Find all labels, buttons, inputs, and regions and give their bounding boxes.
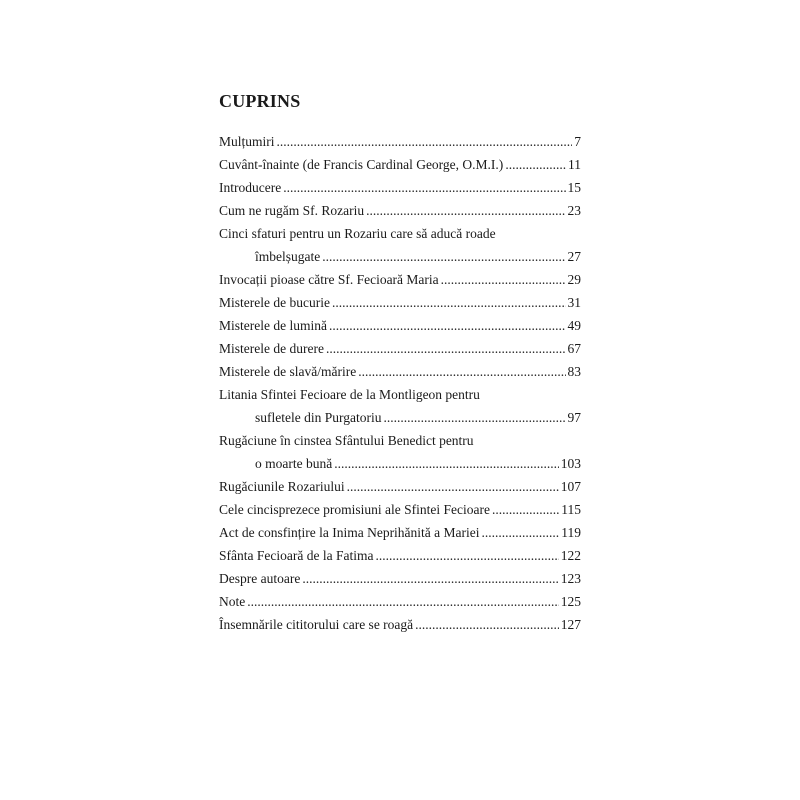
dot-leader <box>334 452 559 475</box>
toc-page-number: 127 <box>560 617 581 632</box>
toc-entry <box>219 314 581 337</box>
toc-entry-line <box>219 383 581 406</box>
toc-entry-title: Cele cincisprezece promisiuni ale Sfintei Fecioare <box>219 502 491 517</box>
toc-entry-title: Mulțumiri <box>219 134 275 149</box>
toc-page-number: 7 <box>574 134 581 149</box>
toc-entry-line <box>219 567 581 590</box>
toc-entry-line <box>219 222 581 245</box>
toc-page-number: 49 <box>567 318 581 333</box>
toc-entry <box>219 291 581 314</box>
toc-entry-continuation <box>219 406 581 429</box>
table-of-contents <box>219 130 581 636</box>
dot-leader <box>302 567 558 590</box>
toc-page-number: 123 <box>560 571 581 586</box>
dot-leader <box>415 613 559 636</box>
toc-entry-title: Sfânta Fecioară de la Fatima <box>219 548 374 563</box>
toc-entry-line <box>219 314 581 337</box>
toc-entry-title: Rugăciune în cinstea Sfântului Benedict pentru <box>219 433 474 448</box>
toc-entry-title: Cinci sfaturi pentru un Rozariu care să aducă roade <box>219 226 496 241</box>
dot-leader <box>492 498 559 521</box>
dot-leader <box>366 199 565 222</box>
toc-entry-title: Despre autoare <box>219 571 301 586</box>
toc-entry <box>219 590 581 613</box>
toc-entry-line <box>219 360 581 383</box>
toc-entry-title: Misterele de lumină <box>219 318 327 333</box>
dot-leader <box>329 314 566 337</box>
toc-entry <box>219 153 581 176</box>
toc-entry-title: Introducere <box>219 180 282 195</box>
dot-leader <box>505 153 566 176</box>
toc-entry-line <box>219 498 581 521</box>
toc-page-number: 125 <box>560 594 581 609</box>
dot-leader <box>482 521 560 544</box>
toc-entry <box>219 337 581 360</box>
toc-entry <box>219 268 581 291</box>
toc-entry-title: Note <box>219 594 246 609</box>
toc-page-number: 122 <box>560 548 581 563</box>
toc-entry-line <box>219 337 581 360</box>
toc-entry-line <box>219 544 581 567</box>
toc-entry-line <box>219 429 581 452</box>
toc-entry-line <box>219 153 581 176</box>
toc-entry-title: Act de consfințire la Inima Neprihănită a Mariei <box>219 525 480 540</box>
toc-page-number: 103 <box>560 456 581 471</box>
toc-entry-title: Cum ne rugăm Sf. Rozariu <box>219 203 365 218</box>
toc-entry <box>219 130 581 153</box>
toc-entry-title: Însemnările cititorului care se roagă <box>219 617 414 632</box>
toc-entry-title: Cuvânt-înainte (de Francis Cardinal George, O.M.I.) <box>219 157 504 172</box>
dot-leader <box>358 360 565 383</box>
dot-leader <box>277 130 573 153</box>
dot-leader <box>326 337 566 360</box>
toc-page-number: 23 <box>567 203 581 218</box>
toc-entry-line <box>219 613 581 636</box>
toc-entry-line <box>219 199 581 222</box>
toc-entry-line <box>219 521 581 544</box>
toc-page-number: 29 <box>567 272 581 287</box>
toc-page-number: 67 <box>567 341 581 356</box>
toc-entry-line <box>219 291 581 314</box>
toc-page-number: 119 <box>561 525 581 540</box>
toc-page-number: 107 <box>560 479 581 494</box>
toc-entry <box>219 521 581 544</box>
toc-page-number: 11 <box>568 157 581 172</box>
toc-entry-line <box>219 130 581 153</box>
toc-entry <box>219 360 581 383</box>
toc-entry <box>219 383 581 429</box>
toc-entry-title: Misterele de slavă/mărire <box>219 364 357 379</box>
dot-leader <box>283 176 565 199</box>
toc-page-number: 15 <box>567 180 581 195</box>
dot-leader <box>347 475 559 498</box>
dot-leader <box>247 590 559 613</box>
toc-page-number: 27 <box>567 249 581 264</box>
toc-entry-title: sufletele din Purgatoriu <box>255 410 382 425</box>
toc-entry-title: Rugăciunile Rozariului <box>219 479 345 494</box>
toc-entry <box>219 475 581 498</box>
toc-entry-line <box>219 590 581 613</box>
dot-leader <box>322 245 565 268</box>
toc-entry-title: Misterele de bucurie <box>219 295 330 310</box>
toc-entry <box>219 222 581 268</box>
toc-entry-line <box>219 176 581 199</box>
toc-entry-title: Misterele de durere <box>219 341 324 356</box>
toc-entry-title: îmbelșugate <box>255 249 321 264</box>
toc-page-number: 83 <box>567 364 581 379</box>
dot-leader <box>375 544 558 567</box>
toc-entry <box>219 544 581 567</box>
dot-leader <box>383 406 565 429</box>
toc-entry-continuation <box>219 452 581 475</box>
toc-entry-line <box>219 475 581 498</box>
toc-entry-continuation <box>219 245 581 268</box>
toc-entry <box>219 498 581 521</box>
toc-entry-title: Litania Sfintei Fecioare de la Montligeon pentru <box>219 387 480 402</box>
page-title: CUPRINS <box>219 91 301 111</box>
toc-page-number: 31 <box>567 295 581 310</box>
toc-entry-title: o moarte bună <box>255 456 333 471</box>
toc-entry-line <box>219 268 581 291</box>
toc-entry <box>219 199 581 222</box>
toc-entry <box>219 176 581 199</box>
toc-entry-title: Invocații pioase către Sf. Fecioară Maria <box>219 272 439 287</box>
dot-leader <box>441 268 566 291</box>
toc-page-number: 97 <box>567 410 581 425</box>
dot-leader <box>332 291 566 314</box>
toc-entry <box>219 429 581 475</box>
toc-entry <box>219 613 581 636</box>
toc-page-number: 115 <box>561 502 581 517</box>
toc-entry <box>219 567 581 590</box>
